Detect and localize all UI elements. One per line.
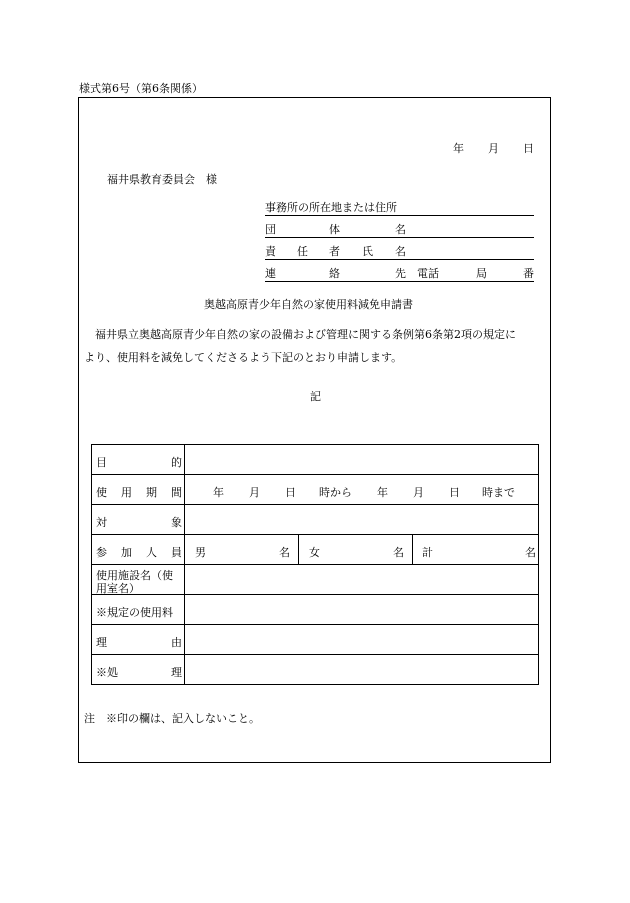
female-unit: 名: [393, 546, 404, 559]
org-label-char: 体: [329, 223, 340, 236]
male-unit: 名: [279, 546, 290, 559]
period-to-time: 時まで: [482, 486, 515, 499]
table-row: [92, 505, 539, 535]
table-row: [92, 625, 539, 655]
person-line: [265, 243, 534, 260]
contact-station-label: 局: [476, 267, 487, 280]
facility-label: 使用施設名（使 用室名）: [92, 565, 185, 595]
facility-field[interactable]: [185, 565, 539, 595]
handling-label: ※処 理: [92, 655, 185, 685]
target-field[interactable]: [185, 505, 539, 535]
contact-label-char: 先: [395, 267, 406, 280]
table-row: [92, 565, 539, 595]
total-label: 計: [422, 546, 433, 559]
org-label-char: 名: [395, 223, 406, 236]
period-to-month: 月: [413, 486, 424, 499]
document-title: 奥越高原青少年自然の家使用料減免申請書: [204, 298, 413, 311]
table-row: [92, 655, 539, 685]
male-label: 男: [195, 546, 206, 559]
reason-field[interactable]: [185, 625, 539, 655]
body-line-1: 福井県立奥越高原青少年自然の家の設備および管理に関する条例第6条第2項の規定に: [84, 328, 516, 341]
person-label-char: 名: [395, 245, 406, 258]
purpose-label: 目 的: [92, 445, 185, 475]
recipient: 福井県教育委員会 様: [107, 173, 217, 186]
period-from-day: 日: [285, 486, 296, 499]
address-line: [265, 199, 534, 216]
table-row: [92, 475, 539, 505]
org-label-char: 団: [265, 223, 276, 236]
contact-number-label: 番: [523, 267, 534, 280]
contact-phone-label: 電話: [417, 267, 439, 280]
address-label: 事務所の所在地または住所: [265, 201, 397, 214]
period-from-year: 年: [213, 486, 224, 499]
application-table: [91, 444, 539, 685]
table-row: [92, 595, 539, 625]
table-row: [92, 445, 539, 475]
participants-field[interactable]: [185, 535, 539, 565]
period-label: 使 用 期 間: [92, 475, 185, 505]
table-row: [92, 535, 539, 565]
target-label: 対 象: [92, 505, 185, 535]
participants-divider: [412, 535, 413, 564]
date-month-label: 月: [488, 142, 499, 155]
period-field[interactable]: [185, 475, 539, 505]
fee-field[interactable]: [185, 595, 539, 625]
reason-label: 理 由: [92, 625, 185, 655]
contact-label-char: 絡: [329, 267, 340, 280]
period-from-month: 月: [249, 486, 260, 499]
fee-label: ※規定の使用料: [92, 595, 185, 625]
participants-divider: [298, 535, 299, 564]
note: 注 ※印の欄は、記入しないこと。: [84, 712, 260, 725]
female-label: 女: [309, 546, 320, 559]
period-to-year: 年: [377, 486, 388, 499]
participants-label: 参 加 人 員: [92, 535, 185, 565]
contact-label-char: 連: [265, 267, 276, 280]
contact-line: [265, 265, 534, 282]
ki-heading: 記: [310, 390, 321, 403]
date-day-label: 日: [523, 142, 534, 155]
form-number: 様式第6号（第6条関係）: [79, 82, 203, 95]
body-line-2: より、使用料を減免してくださるよう下記のとおり申請します。: [84, 351, 403, 364]
total-unit: 名: [525, 546, 536, 559]
person-label-char: 任: [297, 245, 308, 258]
period-from-time: 時から: [319, 486, 352, 499]
period-to-day: 日: [449, 486, 460, 499]
person-label-char: 者: [329, 245, 340, 258]
purpose-field[interactable]: [185, 445, 539, 475]
person-label-char: 責: [265, 245, 276, 258]
org-line: [265, 221, 534, 238]
date-year-label: 年: [453, 142, 464, 155]
handling-field: [185, 655, 539, 685]
person-label-char: 氏: [362, 245, 373, 258]
